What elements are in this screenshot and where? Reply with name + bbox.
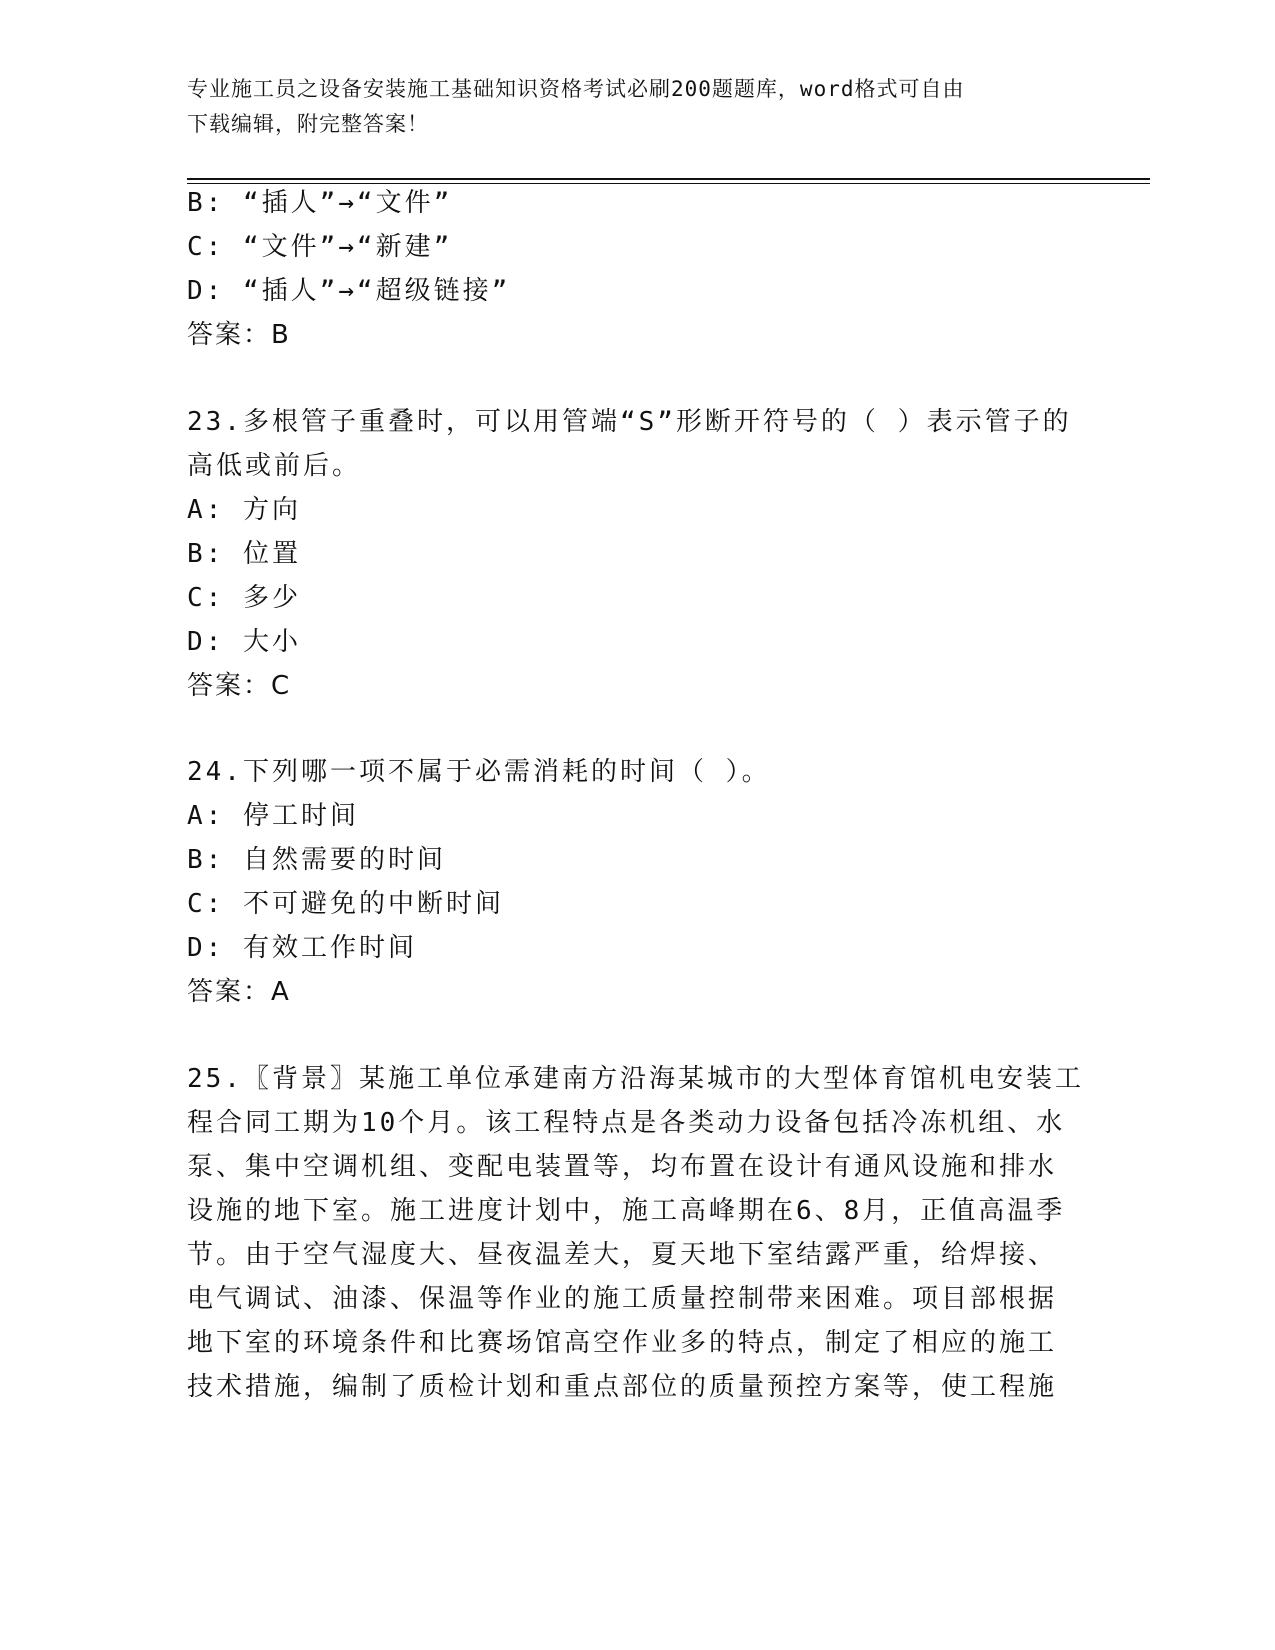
q23-stem-line-2: 高低或前后。	[187, 451, 362, 481]
q22-option-d: D: “插人”→“超级链接”	[187, 276, 511, 306]
q24-option-b: B: 自然需要的时间	[187, 845, 446, 875]
q25-paragraph-line: 程合同工期为10个月。该工程特点是各类动力设备包括冷冻机组、水	[187, 1108, 1066, 1138]
q22-answer: 答案：B	[187, 320, 291, 350]
q23-stem-line-1: 23.多根管子重叠时，可以用管端“S”形断开符号的（ ）表示管子的	[187, 407, 1072, 437]
q25-paragraph-line: 节。由于空气湿度大、昼夜温差大，夏天地下室结露严重，给焊接、	[187, 1240, 1058, 1270]
q23-option-c: C: 多少	[187, 583, 301, 613]
q24-option-a: A: 停工时间	[187, 801, 359, 831]
q25-paragraph-line: 泵、集中空调机组、变配电装置等，均布置在设计有通风设施和排水	[187, 1152, 1058, 1182]
q23-option-d: D: 大小	[187, 627, 301, 657]
q25-paragraph-line: 25.〖背景〗某施工单位承建南方沿海某城市的大型体育馆机电安装工	[187, 1064, 1084, 1094]
q25-paragraph-line: 设施的地下室。施工进度计划中，施工高峰期在6、8月，正值高温季	[187, 1196, 1066, 1226]
q25-paragraph-line: 电气调试、油漆、保温等作业的施工质量控制带来困难。项目部根据	[187, 1284, 1058, 1314]
header-title-line-2: 下载编辑，附完整答案！	[187, 112, 429, 136]
q22-option-c: C: “文件”→“新建”	[187, 232, 453, 262]
q24-answer: 答案：A	[187, 977, 291, 1007]
q25-paragraph-line: 地下室的环境条件和比赛场馆高空作业多的特点，制定了相应的施工	[187, 1328, 1058, 1358]
q22-option-b: B: “插人”→“文件”	[187, 188, 453, 218]
q23-option-b: B: 位置	[187, 539, 301, 569]
q24-option-d: D: 有效工作时间	[187, 933, 417, 963]
header-divider-thick	[187, 178, 1150, 180]
q24-option-c: C: 不可避免的中断时间	[187, 889, 504, 919]
q24-stem: 24.下列哪一项不属于必需消耗的时间（ ）。	[187, 757, 771, 787]
q25-paragraph-line: 技术措施，编制了质检计划和重点部位的质量预控方案等，使工程施	[187, 1372, 1058, 1402]
q23-answer: 答案：C	[187, 671, 292, 701]
q23-option-a: A: 方向	[187, 495, 301, 525]
page-header	[187, 72, 1067, 142]
header-title-line-1: 专业施工员之设备安装施工基础知识资格考试必刷200题题库，word格式可自由	[187, 77, 965, 101]
